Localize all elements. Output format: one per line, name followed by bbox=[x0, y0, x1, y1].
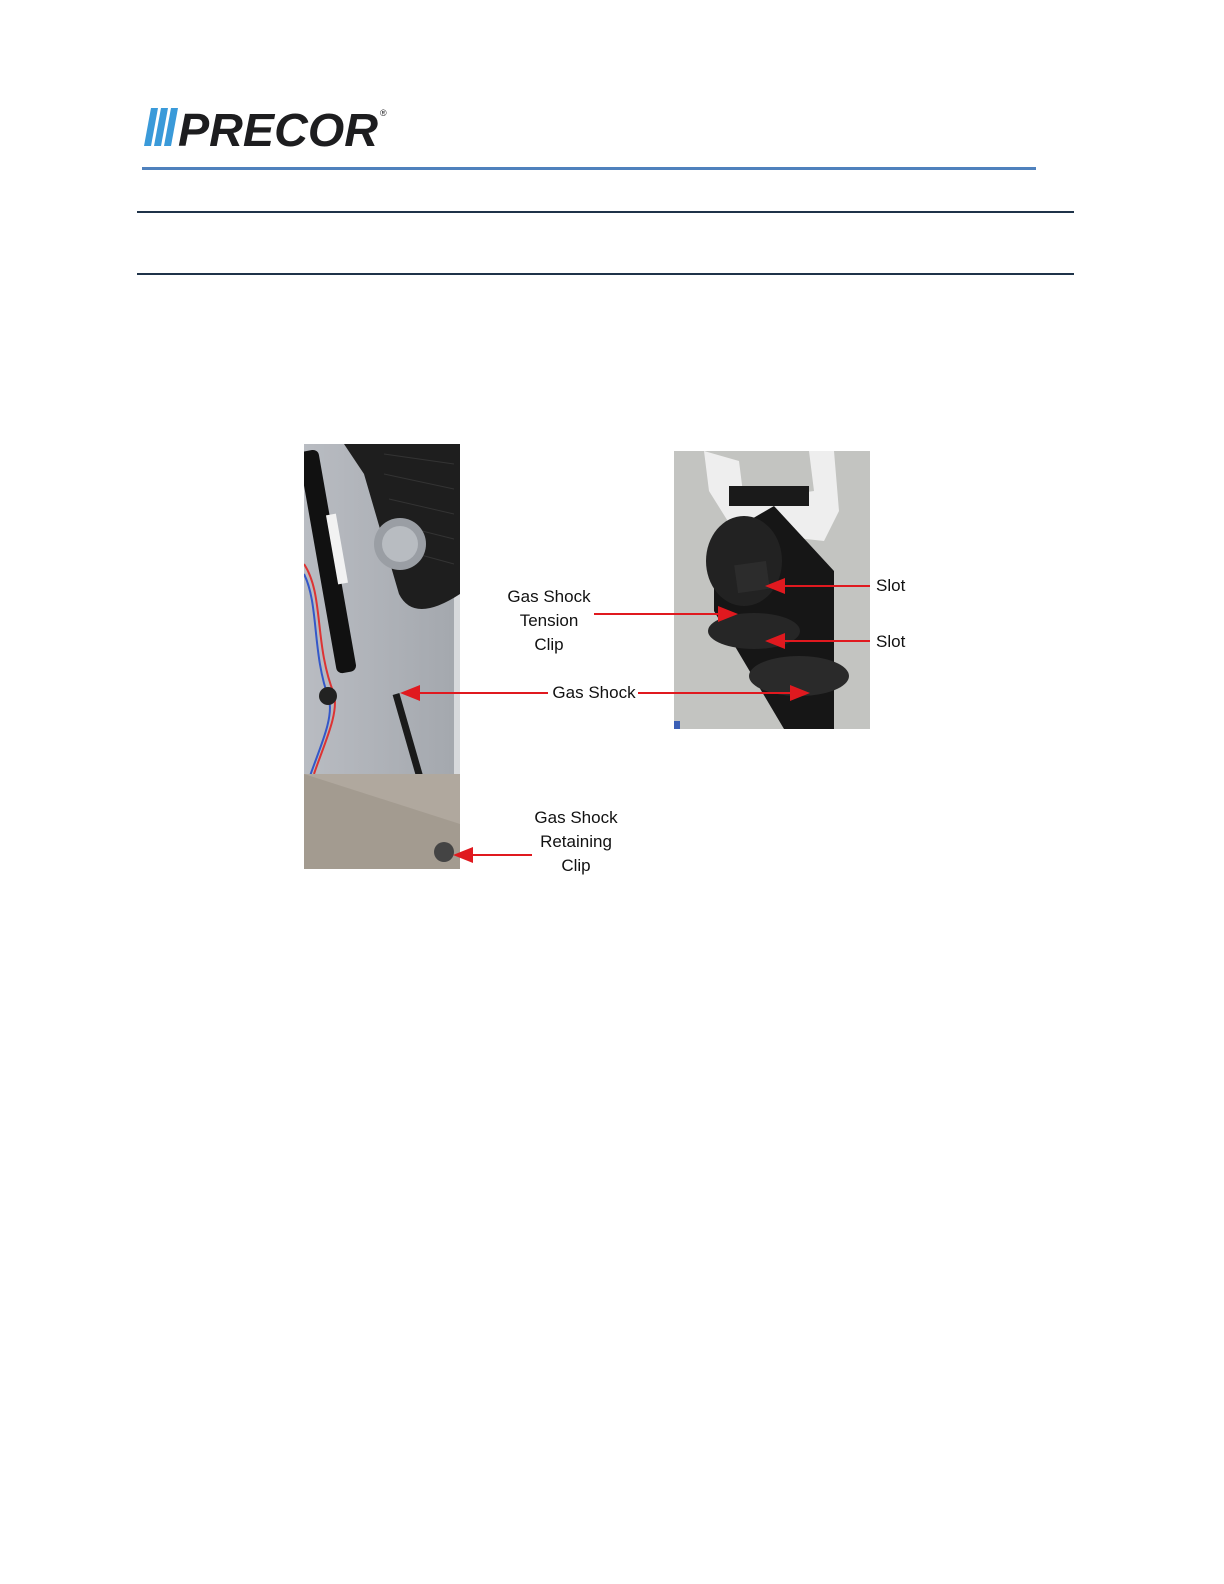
slot-top-arrow bbox=[765, 578, 870, 594]
logo-registered-mark: ® bbox=[380, 108, 387, 118]
tension-clip-label-line1: Gas Shock bbox=[507, 587, 591, 606]
slot-bottom-arrow bbox=[765, 633, 870, 649]
gas-shock-label: Gas Shock bbox=[552, 683, 636, 702]
gas-shock-left-arrow bbox=[400, 685, 548, 701]
slot-top-label: Slot bbox=[876, 576, 906, 595]
retaining-clip-label-line1: Gas Shock bbox=[534, 808, 618, 827]
retaining-clip-arrow bbox=[453, 847, 532, 863]
tension-clip-label bbox=[500, 585, 598, 657]
retaining-clip-label-line3: Clip bbox=[561, 856, 591, 875]
tension-clip-arrow bbox=[594, 606, 738, 622]
gas-shock-right-arrow bbox=[638, 685, 810, 701]
tension-clip-label-line2: Tension bbox=[519, 611, 579, 630]
logo-wordmark: PRECOR bbox=[178, 104, 378, 154]
slot-bottom-label: Slot bbox=[876, 632, 906, 651]
tension-clip-label-line3: Clip bbox=[534, 635, 564, 654]
retaining-clip-label-line2: Retaining bbox=[540, 832, 612, 851]
retaining-clip-label bbox=[530, 806, 622, 878]
